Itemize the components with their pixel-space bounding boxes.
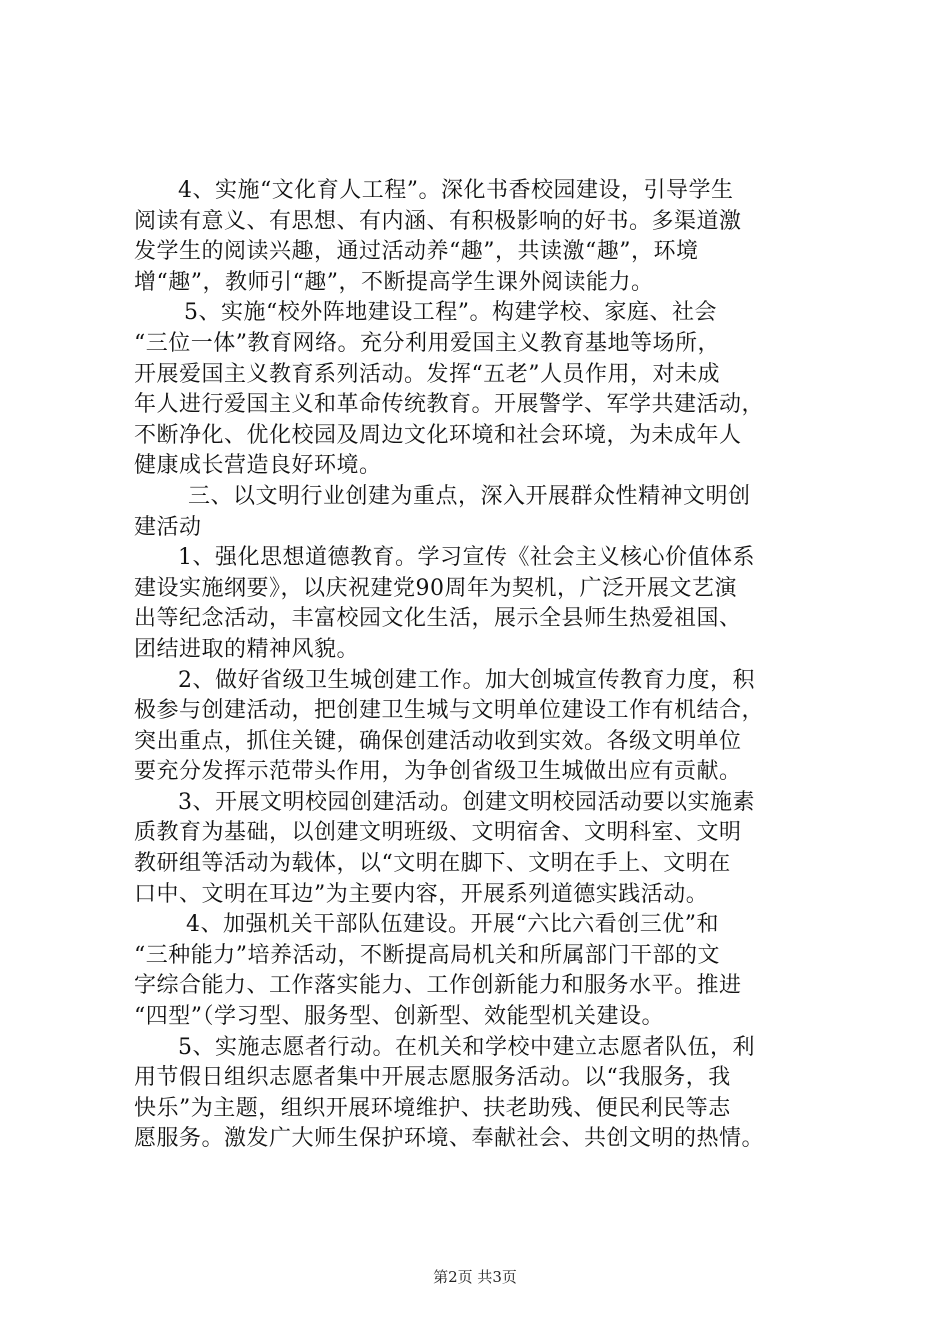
text-line: 发学生的阅读兴趣，通过活动养“趣”，共读激“趣”，环境 xyxy=(134,239,699,265)
text-line: 突出重点，抓住关键，确保创建活动收到实效。各级文明单位 xyxy=(134,728,742,754)
text-line: 开展爱国主义教育系列活动。发挥“五老”人员作用，对未成 xyxy=(134,361,720,387)
text-line: 出等纪念活动，丰富校园文化生活，展示全县师生热爱祖国、 xyxy=(134,606,742,632)
text-line: 4、加强机关干部队伍建设。开展“六比六看创三优”和 xyxy=(186,912,719,938)
text-line: “三位一体”教育网络。充分利用爱国主义教育基地等场所， xyxy=(134,330,720,356)
text-line: 5、实施志愿者行动。在机关和学校中建立志愿者队伍，利 xyxy=(178,1034,755,1060)
text-line: 阅读有意义、有思想、有内涵、有积极影响的好书。多渠道激 xyxy=(134,208,742,234)
text-line: 极参与创建活动，把创建卫生城与文明单位建设工作有机结合， xyxy=(134,698,765,724)
text-line: “三种能力”培养活动，不断提高局机关和所属部门干部的文 xyxy=(134,942,720,968)
text-line: 不断净化、优化校园及周边文化环境和社会环境，为未成年人 xyxy=(134,422,742,448)
section-heading: 三、以文明行业创建为重点，深入开展群众性精神文明创 xyxy=(188,483,751,509)
text-line: 用节假日组织志愿者集中开展志愿服务活动。以“我服务，我 xyxy=(134,1065,731,1091)
text-line: “四型”（学习型、服务型、创新型、效能型机关建设。 xyxy=(134,1004,664,1030)
text-line: 字综合能力、工作落实能力、工作创新能力和服务水平。推进 xyxy=(134,973,742,999)
text-line: 年人进行爱国主义和革命传统教育。开展警学、军学共建活动， xyxy=(134,392,765,418)
text-line: 5、实施“校外阵地建设工程”。构建学校、家庭、社会 xyxy=(184,300,717,326)
text-line: 增“趣”，教师引“趣”，不断提高学生课外阅读能力。 xyxy=(134,269,654,295)
text-line: 健康成长营造良好环境。 xyxy=(134,453,382,479)
document-body xyxy=(134,176,824,1155)
text-line: 教研组等活动为载体，以“文明在脚下、文明在手上、文明在 xyxy=(134,851,731,877)
text-line: 2、做好省级卫生城创建工作。加大创城宣传教育力度，积 xyxy=(178,667,755,693)
text-line: 要充分发挥示范带头作用，为争创省级卫生城做出应有贡献。 xyxy=(134,759,742,785)
text-line: 口中、文明在耳边”为主要内容，开展系列道德实践活动。 xyxy=(134,881,709,907)
text-line: 4、实施“文化育人工程”。深化书香校园建设，引导学生 xyxy=(178,178,734,203)
text-line: 快乐”为主题，组织开展环境维护、扶老助残、便民利民等志 xyxy=(134,1095,731,1121)
text-line: 团结进取的精神风貌。 xyxy=(134,636,360,662)
text-line: 3、开展文明校园创建活动。创建文明校园活动要以实施素 xyxy=(178,789,755,815)
page-footer: 第2页 共3页 xyxy=(433,1268,517,1286)
text-line: 建设实施纲要》，以庆祝建党90周年为契机，广泛开展文艺演 xyxy=(134,575,737,601)
section-heading: 建活动 xyxy=(134,514,202,540)
text-line: 愿服务。激发广大师生保护环境、奉献社会、共创文明的热情。 xyxy=(134,1126,765,1152)
text-line: 1、强化思想道德教育。学习宣传《社会主义核心价值体系 xyxy=(178,545,755,571)
text-line: 质教育为基础，以创建文明班级、文明宿舍、文明科室、文明 xyxy=(134,820,742,846)
